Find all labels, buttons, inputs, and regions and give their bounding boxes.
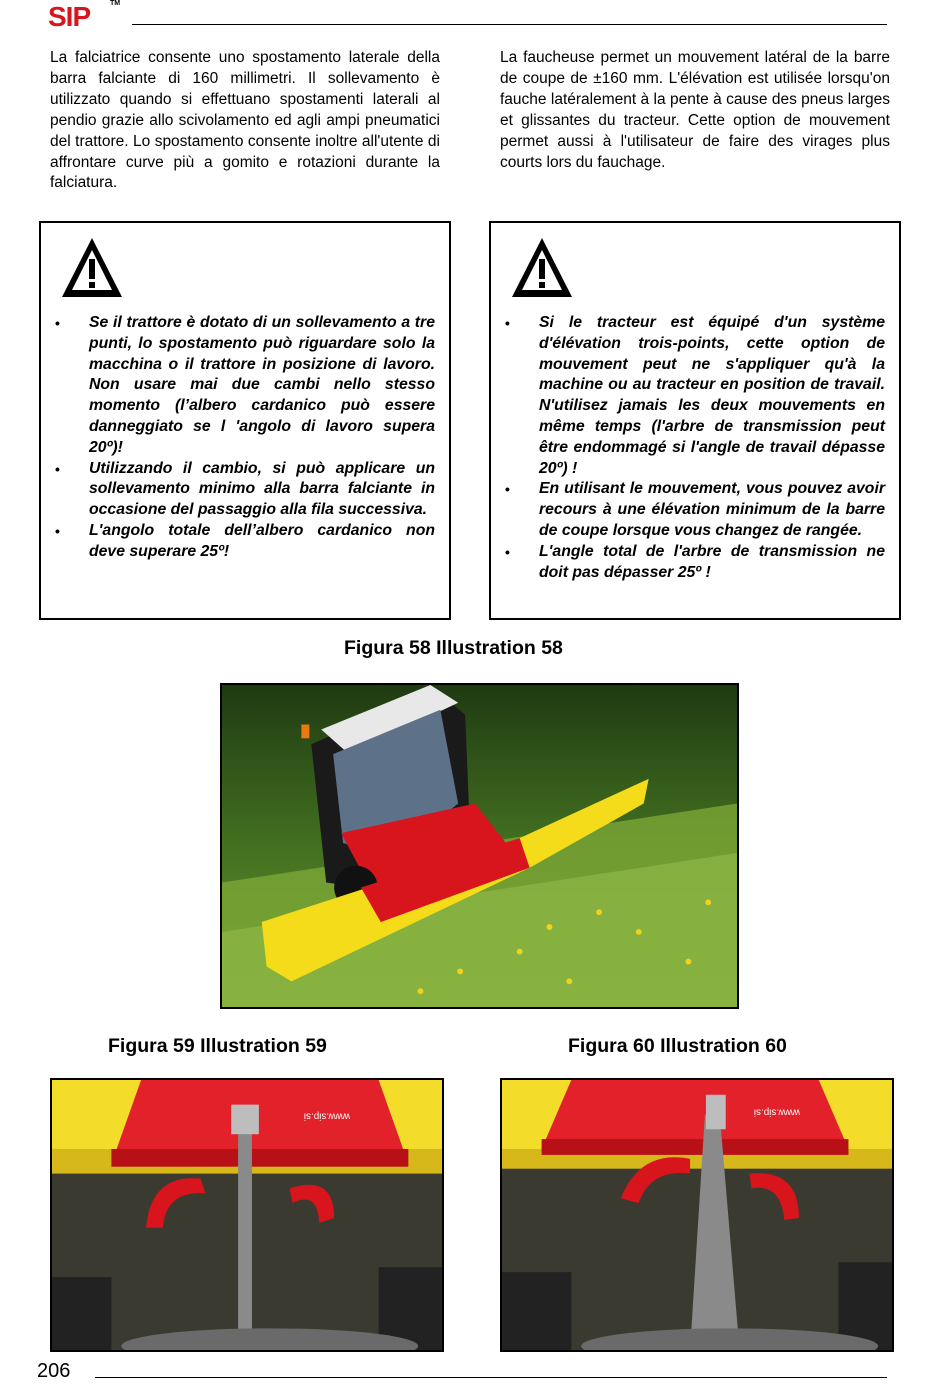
bullet: • bbox=[505, 543, 510, 560]
figure-59-caption: Figura 59 Illustration 59 bbox=[108, 1035, 327, 1057]
warning-item bbox=[503, 542, 885, 584]
logo-wordmark: SIP bbox=[48, 2, 91, 30]
figure-58-photo-tractor-mowing bbox=[220, 683, 739, 1009]
bullet: • bbox=[505, 481, 510, 498]
figure-59-photo-mower-hitch bbox=[50, 1078, 444, 1352]
figure-60-photo-mower-hitch bbox=[500, 1078, 894, 1352]
header-rule bbox=[132, 24, 887, 25]
warning-triangle-icon bbox=[59, 235, 125, 301]
bullet: • bbox=[505, 315, 510, 331]
bullet: • bbox=[55, 522, 60, 539]
warning-text: Utilizzando il cambio, si può applicare un sollevamento minimo alla barra falciante in occasione del passaggio alla fila successiva. bbox=[89, 459, 435, 519]
warning-list-italian bbox=[53, 313, 435, 563]
footer-rule bbox=[95, 1377, 887, 1378]
warning-text: Se il trattore è dotato di un sollevamento a tre punti, lo spostamento può riguardare solo la macchina o il trattore in posizione di lavoro. Non usare mai due cambi nello stesso momento (l’albero cardanico può essere danneggiato se l 'angolo di lavoro supera 20º)! bbox=[89, 314, 435, 456]
figure-58-caption: Figura 58 Illustration 58 bbox=[344, 637, 563, 659]
decal-text: www.sip.si bbox=[753, 1106, 800, 1118]
warning-box-italian bbox=[39, 221, 451, 620]
warning-text: L'angolo totale dell’albero cardanico non deve superare 25º! bbox=[89, 521, 435, 560]
page-number: 206 bbox=[37, 1360, 71, 1382]
warning-item bbox=[503, 479, 885, 541]
warning-text: L'angle total de l'arbre de transmission ne doit pas dépasser 25º ! bbox=[539, 542, 885, 581]
warning-text: En utilisant le mouvement, vous pouvez avoir recours à une élévation minimum de la barre de coupe lorsque vous changez de rangée. bbox=[539, 480, 885, 539]
warning-box-french bbox=[489, 221, 901, 620]
warning-triangle-icon bbox=[509, 235, 575, 301]
decal-text: www.sip.si bbox=[303, 1110, 350, 1122]
warning-item bbox=[503, 313, 885, 479]
warning-text: Si le tracteur est équipé d'un système d'élévation trois-points, cette option de mouvement peut ne s'appliquer qu'à la machine ou au tracteur en position de travail. N'utilisez jamais les deux mouvements en même temps (l'arbre de transmission peut être endommagé si l'angle de travail dépasse 20º) ! bbox=[539, 314, 885, 477]
bullet: • bbox=[55, 315, 60, 331]
figure-60-caption: Figura 60 Illustration 60 bbox=[568, 1035, 787, 1057]
trademark-symbol: TM bbox=[110, 0, 121, 7]
warning-list-french bbox=[503, 313, 885, 583]
bullet: • bbox=[55, 460, 60, 477]
warning-item bbox=[53, 521, 435, 563]
intro-paragraph-italian: La falciatrice consente uno spostamento laterale della barra falciante di 160 millimetri. Il sollevamento è utilizzato quando si effettuano spostamenti laterali al pendio grazie allo scivolamento ed agli ampi pneumatici del trattore. Lo spostamento consente inoltre all'utente di affrontare curve più a gomito e rotazioni durante la falciatura. bbox=[50, 49, 440, 192]
warning-item bbox=[53, 313, 435, 459]
intro-paragraph-french: La faucheuse permet un mouvement latéral de la barre de coupe de ±160 mm. L'élévation est utilisée lorsqu'on fauche latéralement à la pente à cause des pneus larges et glissantes du tracteur. Cette option de mouvement permet aussi à l'utilisateur de faire des virages plus courts lors du fauchage. bbox=[500, 49, 890, 171]
warning-item bbox=[53, 459, 435, 521]
sip-logo bbox=[48, 2, 112, 30]
